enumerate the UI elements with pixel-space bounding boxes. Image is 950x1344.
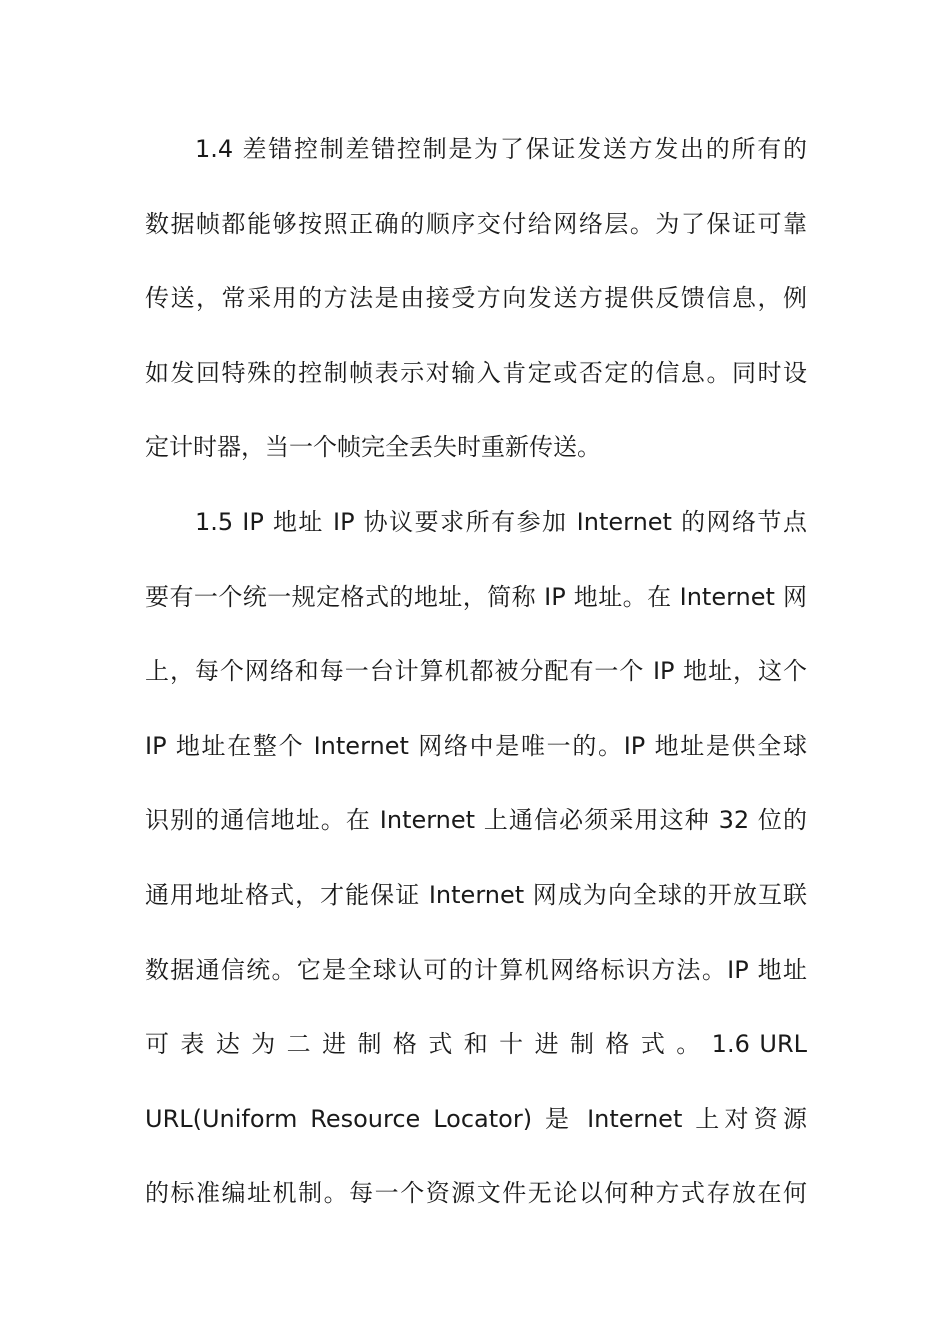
text-line: 1.4 差错控制差错控制是为了保证发送方发出的所有的 xyxy=(195,135,807,163)
text-line: 1.5 IP 地址 IP 协议要求所有参加 Internet 的网络节点 xyxy=(195,507,807,536)
text-line: 数据通信统。它是全球认可的计算机网络标识方法。IP 地址 xyxy=(145,955,807,984)
text-line: 定计时器，当一个帧完全丢失时重新传送。 xyxy=(145,433,601,462)
text-line: 传送，常采用的方法是由接受方向发送方提供反馈信息，例 xyxy=(145,284,807,313)
document-page xyxy=(145,112,807,1231)
text-line: 要有一个统一规定格式的地址，简称 IP 地址。在 Internet 网 xyxy=(145,582,807,611)
paragraph-ip-address xyxy=(145,485,807,1231)
text-line: 识别的通信地址。在 Internet 上通信必须采用这种 32 位的 xyxy=(145,806,807,835)
text-line: 如发回特殊的控制帧表示对输入肯定或否定的信息。同时设 xyxy=(145,358,807,387)
text-line: IP 地址在整个 Internet 网络中是唯一的。IP 地址是供全球 xyxy=(145,731,807,760)
text-line: URL(Uniform Resource Locator) 是 Internet 上对资源 xyxy=(145,1104,807,1133)
text-line: 数据帧都能够按照正确的顺序交付给网络层。为了保证可靠 xyxy=(145,209,807,238)
text-line: 的标准编址机制。每一个资源文件无论以何种方式存放在何 xyxy=(145,1179,807,1208)
text-line: 通用地址格式，才能保证 Internet 网成为向全球的开放互联 xyxy=(145,880,807,909)
text-line: 上，每个网络和每一台计算机都被分配有一个 IP 地址，这个 xyxy=(145,657,807,686)
text-line: 可 表 达 为 二 进 制 格 式 和 十 进 制 格 式 。 1.6 URL xyxy=(145,1030,807,1059)
paragraph-error-control xyxy=(145,112,807,485)
